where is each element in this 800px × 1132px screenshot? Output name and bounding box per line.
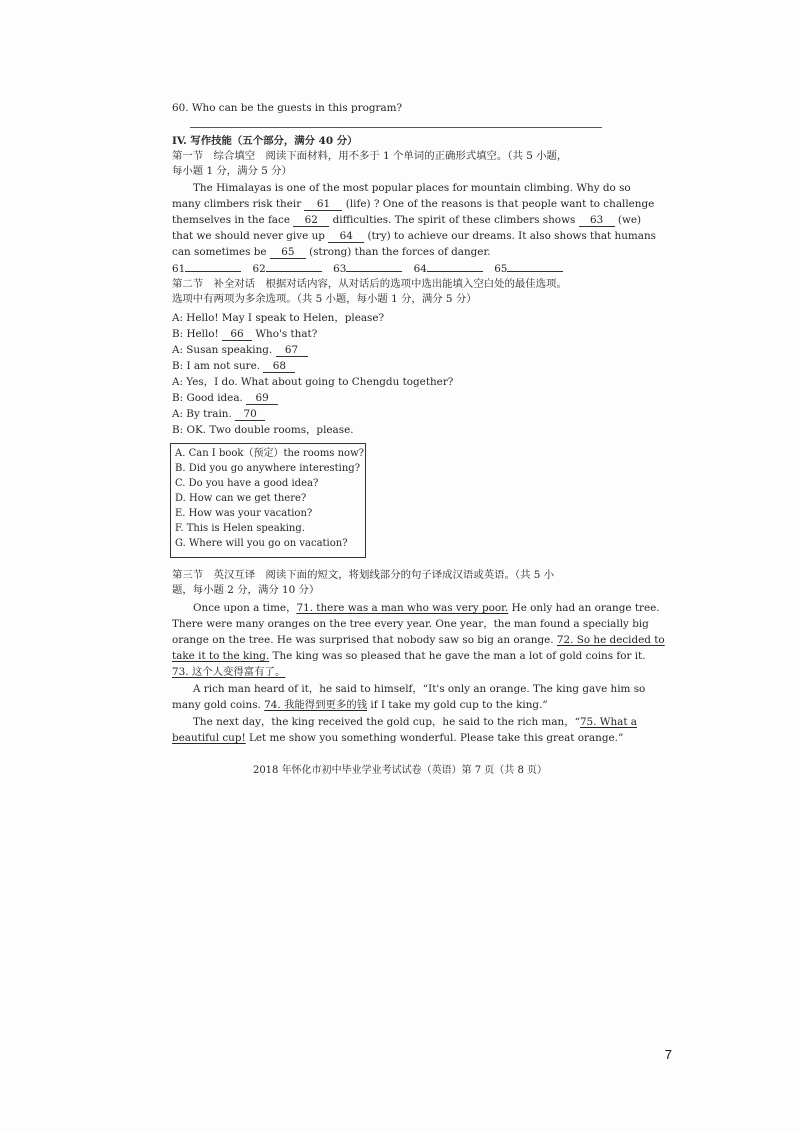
page-number: 7 xyxy=(664,1047,672,1062)
answer-line-60 xyxy=(190,127,602,128)
answer-label-64: 64 xyxy=(413,263,427,275)
option-c: C. Do you have a good idea? xyxy=(175,478,319,489)
text: can sometimes be xyxy=(172,246,267,258)
passage-line-3 xyxy=(172,213,641,227)
answer-line-62[interactable] xyxy=(266,271,322,272)
part1-heading-2: 每小题 1 分，满分 5 分） xyxy=(172,165,292,177)
question-60: 60. Who can be the guests in this program? xyxy=(172,102,403,114)
part3-heading: 第三节 英汉互译 阅读下面的短文，将划线部分的句子译成汉语或英语。（共 5 小 xyxy=(172,569,555,581)
underline-75a: 75. What a xyxy=(579,716,638,728)
blank-64[interactable]: 64 xyxy=(328,230,364,243)
passage-line-4 xyxy=(172,229,656,243)
option-d: D. How can we get there? xyxy=(175,493,307,504)
story-line-8 xyxy=(193,715,637,729)
answer-label-61: 61 xyxy=(172,263,186,275)
answer-line-63[interactable] xyxy=(346,271,402,272)
story-line-2: There were many oranges on the tree every year. One year，the man found a specially big xyxy=(172,618,649,630)
blank-70[interactable]: 70 xyxy=(235,408,265,421)
underline-74: 74. 我能得到更多的钱 xyxy=(264,699,368,711)
story-line-5 xyxy=(172,665,285,679)
dialog-line-7 xyxy=(172,407,265,421)
text: Who's that? xyxy=(255,328,318,340)
text: (life) ? One of the reasons is that people want to challenge xyxy=(345,198,655,210)
text: B: Good idea. xyxy=(172,392,243,404)
blank-61[interactable]: 61 xyxy=(304,198,342,211)
answer-label-63: 63 xyxy=(333,263,347,275)
blank-62[interactable]: 62 xyxy=(293,214,329,227)
text: The next day，the king received the gold cup，he said to the rich man，“ xyxy=(193,716,580,728)
dialog-line-3 xyxy=(172,343,308,357)
answer-line-64[interactable] xyxy=(427,271,483,272)
dialog-line-8: B: OK. Two double rooms，please. xyxy=(172,424,354,436)
story-line-7 xyxy=(172,698,548,712)
underline-75b: beautiful cup! xyxy=(172,732,246,744)
option-b: B. Did you go anywhere interesting? xyxy=(175,463,361,474)
blank-65[interactable]: 65 xyxy=(270,246,306,259)
dialog-line-5: A: Yes，I do. What about going to Chengdu together? xyxy=(172,376,454,388)
blank-68[interactable]: 68 xyxy=(263,360,295,373)
part3-heading-2: 题，每小题 2 分，满分 10 分） xyxy=(172,584,320,596)
part1-heading: 第一节 综合填空 阅读下面材料，用不多于 1 个单词的正确形式填空。（共 5 小题， xyxy=(172,150,568,162)
text: that we should never give up xyxy=(172,230,325,242)
answer-row-61-65 xyxy=(172,262,563,276)
text: many gold coins. xyxy=(172,699,265,711)
answer-line-61[interactable] xyxy=(185,271,241,272)
options-box xyxy=(170,443,366,558)
text: (try) to achieve our dreams. It also shows that humans xyxy=(367,230,656,242)
dialog-line-2 xyxy=(172,327,317,341)
blank-67[interactable]: 67 xyxy=(276,344,308,357)
text: He only had an orange tree. xyxy=(508,602,660,614)
part2-heading: 第二节 补全对话 根据对话内容，从对话后的选项中选出能填入空白处的最佳选项。 xyxy=(172,278,567,290)
text: B: Hello! xyxy=(172,328,219,340)
text: orange on the tree. He was surprised that nobody saw so big an orange. xyxy=(172,634,557,646)
section-iv-title: IV. 写作技能（五个部分，满分 40 分） xyxy=(172,135,358,147)
dialog-line-4 xyxy=(172,359,295,373)
blank-63[interactable]: 63 xyxy=(579,214,615,227)
story-line-1 xyxy=(193,601,660,615)
passage-line-1: The Himalayas is one of the most popular places for mountain climbing. Why do so xyxy=(193,182,631,194)
part2-heading-2: 选项中有两项为多余选项。（共 5 小题，每小题 1 分，满分 5 分） xyxy=(172,293,477,305)
text: many climbers risk their xyxy=(172,198,302,210)
blank-66[interactable]: 66 xyxy=(222,328,252,341)
story-line-9 xyxy=(172,731,623,745)
option-f: F. This is Helen speaking. xyxy=(175,523,305,534)
underline-71: 71. there was a man who was very poor. xyxy=(296,602,509,614)
text: themselves in the face xyxy=(172,214,290,226)
option-g: G. Where will you go on vacation? xyxy=(175,538,348,549)
answer-label-62: 62 xyxy=(252,263,266,275)
underline-72b: take it to the king. xyxy=(172,650,270,662)
page-footer: 2018 年怀化市初中毕业学业考试试卷（英语）第 7 页（共 8 页） xyxy=(252,765,548,776)
story-line-4 xyxy=(172,649,646,663)
passage-line-5 xyxy=(172,245,491,259)
text: if I take my gold cup to the king.” xyxy=(367,699,548,711)
answer-label-65: 65 xyxy=(494,263,508,275)
option-e: E. How was your vacation? xyxy=(175,508,313,519)
text: difficulties. The spirit of these climbers shows xyxy=(332,214,576,226)
text: Once upon a time， xyxy=(193,602,297,614)
text: A: By train. xyxy=(172,408,232,420)
story-line-6: A rich man heard of it，he said to himself，“It's only an orange. The king gave him so xyxy=(193,683,646,695)
option-a: A. Can I book（预定）the rooms now? xyxy=(175,448,364,459)
underline-72a: 72. So he decided to xyxy=(556,634,665,646)
dialog-line-6 xyxy=(172,391,278,405)
text: Let me show you something wonderful. Please take this great orange.” xyxy=(245,732,624,744)
underline-73: 73. 这个人变得富有了。 xyxy=(172,666,286,678)
text: B: I am not sure. xyxy=(172,360,261,372)
answer-line-65[interactable] xyxy=(507,271,563,272)
text: The king was so pleased that he gave the man a lot of gold coins for it. xyxy=(269,650,646,662)
story-line-3 xyxy=(172,633,665,647)
text: (we) xyxy=(617,214,642,226)
text: (strong) than the forces of danger. xyxy=(309,246,491,258)
dialog-line-1: A: Hello! May I speak to Helen，please? xyxy=(172,312,385,324)
passage-line-2 xyxy=(172,197,654,211)
text: A: Susan speaking. xyxy=(172,344,273,356)
blank-69[interactable]: 69 xyxy=(246,392,278,405)
